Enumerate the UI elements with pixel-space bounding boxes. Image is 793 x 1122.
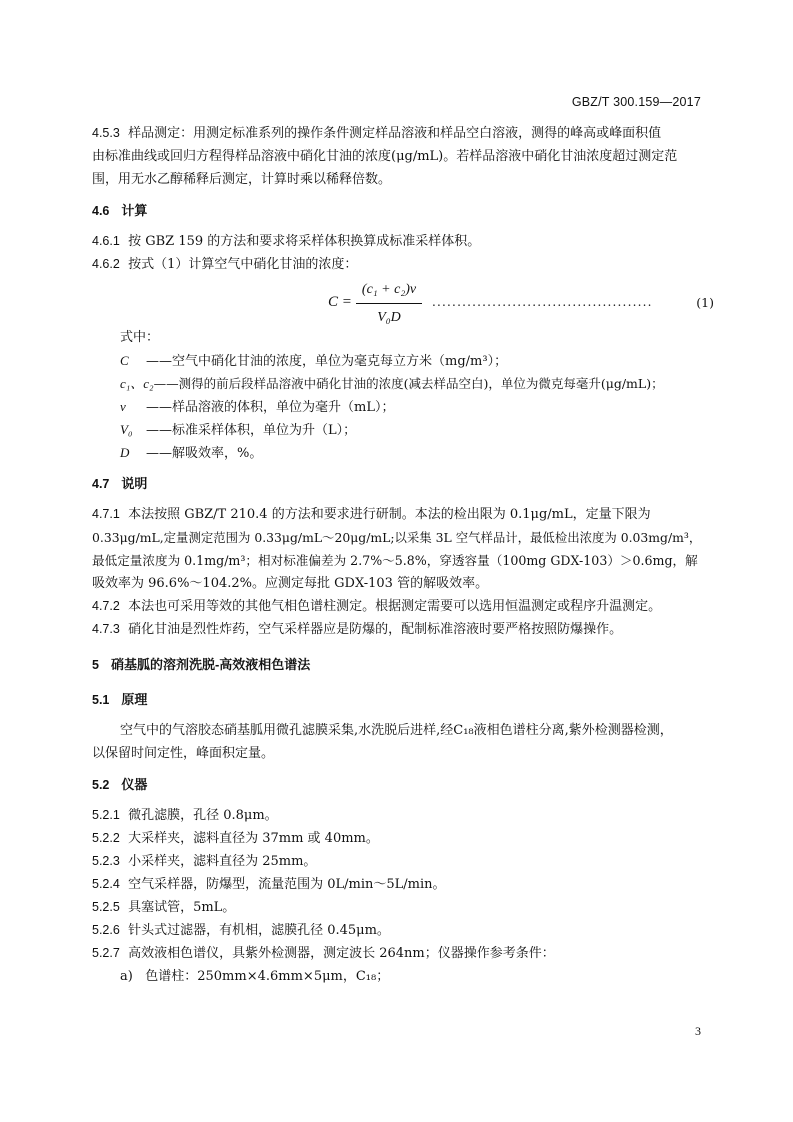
instrument-item: 5.2.6 针头式过滤器，有机相，滤膜孔径 0.45μm。: [92, 923, 390, 938]
para-4-7-1-line: 4.7.1 本法按照 GBZ/T 210.4 的方法和要求进行研制。本法的检出限为 0.1μg/mL，定量下限为: [92, 507, 651, 522]
formula-number: (1): [696, 295, 714, 310]
section-heading-5-2: 5.2 仪器: [92, 777, 148, 792]
standard-number: GBZ/T 300.159—2017: [571, 95, 701, 109]
para-4-7-2: 4.7.2 本法也可采用等效的其他气相色谱柱测定。根据测定需要可以选用恒温测定或程序升温测定。: [92, 599, 662, 614]
instrument-item: 5.2.3 小采样夹，滤料直径为 25mm。: [92, 854, 317, 869]
para-4-6-1: 4.6.1 按 GBZ 159 的方法和要求将采样体积换算成标准采样体积。: [92, 234, 481, 249]
instrument-item: 5.2.4 空气采样器，防爆型，流量范围为 0L/min～5L/min。: [92, 877, 446, 892]
instrument-item: 5.2.7 高效液相色谱仪，具紫外检测器，测定波长 264nm；仪器操作参考条件：: [92, 946, 555, 961]
para-5-1-line: 以保留时间定性，峰面积定量。: [92, 746, 275, 761]
para-4-5-3-line: 围，用无水乙醇稀释后测定，计算时乘以稀释倍数。: [92, 172, 392, 187]
para-4-7-1-line: 0.33μg/mL,定量测定范围为 0.33μg/mL～20μg/mL;以采集 3L 空气样品计，最低检出浓度为 0.03mg/m³，: [92, 530, 702, 545]
where-item: D ——解吸效率，%。: [120, 445, 263, 461]
para-5-1-line: 空气中的气溶胶态硝基胍用微孔滤膜采集,水洗脱后进样,经C₁₈液相色谱柱分离,紫外检测器检测，: [120, 723, 673, 738]
formula-lhs: C =: [328, 294, 352, 310]
where-item: c₁、c₂——测得的前后段样品溶液中硝化甘油的浓度(减去样品空白)，单位为微克每毫升(μg/mL)；: [120, 376, 664, 391]
para-4-7-1-line: 吸效率为 96.6%～104.2%。应测定每批 GDX-103 管的解吸效率。: [92, 576, 489, 591]
where-intro: 式中：: [120, 330, 160, 345]
section-heading-4-7: 4.7 说明: [92, 476, 148, 491]
page-number: 3: [695, 1024, 701, 1038]
para-4-5-3-line: [92, 122, 714, 145]
para-4-7-3: 4.7.3 硝化甘油是烈性炸药，空气采样器应是防爆的，配制标准溶液时要严格按照防爆操作。: [92, 622, 623, 637]
para-4-7-1-line: 最低定量浓度为 0.1mg/m³；相对标准偏差为 2.7%～5.8%，穿透容量（100mg GDX-103）＞0.6mg，解: [92, 553, 698, 568]
instrument-item: 5.2.5 具塞试管，5mL。: [92, 900, 236, 915]
where-item: V₀ ——标准采样体积，单位为升（L）；: [120, 422, 357, 438]
clause-text: 样品测定：用测定标准系列的操作条件测定样品溶液和样品空白溶液，测得的峰高或峰面积值: [128, 126, 662, 141]
formula-denominator: V₀D: [377, 310, 401, 325]
document-body: [92, 122, 714, 988]
para-4-5-3-line: 由标准曲线或回归方程得样品溶液中硝化甘油的浓度(μg/mL)。若样品溶液中硝化甘油浓度超过测定范: [92, 149, 678, 164]
formula-numerator: (c₁ + c₂)v: [361, 282, 417, 297]
instrument-item: 5.2.2 大采样夹，滤料直径为 37mm 或 40mm。: [92, 831, 379, 846]
where-item: v ——样品溶液的体积，单位为毫升（mL）；: [120, 399, 395, 415]
clause-number: 4.5.3: [92, 126, 120, 140]
section-heading-5-1: 5.1 原理: [92, 692, 148, 707]
formula-1: C = (c₁ + c₂)v V₀D ............................................ (1): [92, 276, 714, 326]
formula-fraction: [356, 278, 422, 329]
para-4-6-2: 4.6.2 按式（1）计算空气中硝化甘油的浓度：: [92, 257, 358, 272]
section-heading-4-6: 4.6 计算: [92, 203, 148, 218]
where-item: C ——空气中硝化甘油的浓度，单位为毫克每立方米（mg/m³）；: [120, 353, 508, 369]
sub-item-a: a) 色谱柱：250mm×4.6mm×5μm，C₁₈；: [120, 969, 390, 984]
section-heading-5: 5 硝基胍的溶剂洗脱-高效液相色谱法: [92, 657, 311, 672]
instrument-item: 5.2.1 微孔滤膜，孔径 0.8μm。: [92, 808, 278, 823]
